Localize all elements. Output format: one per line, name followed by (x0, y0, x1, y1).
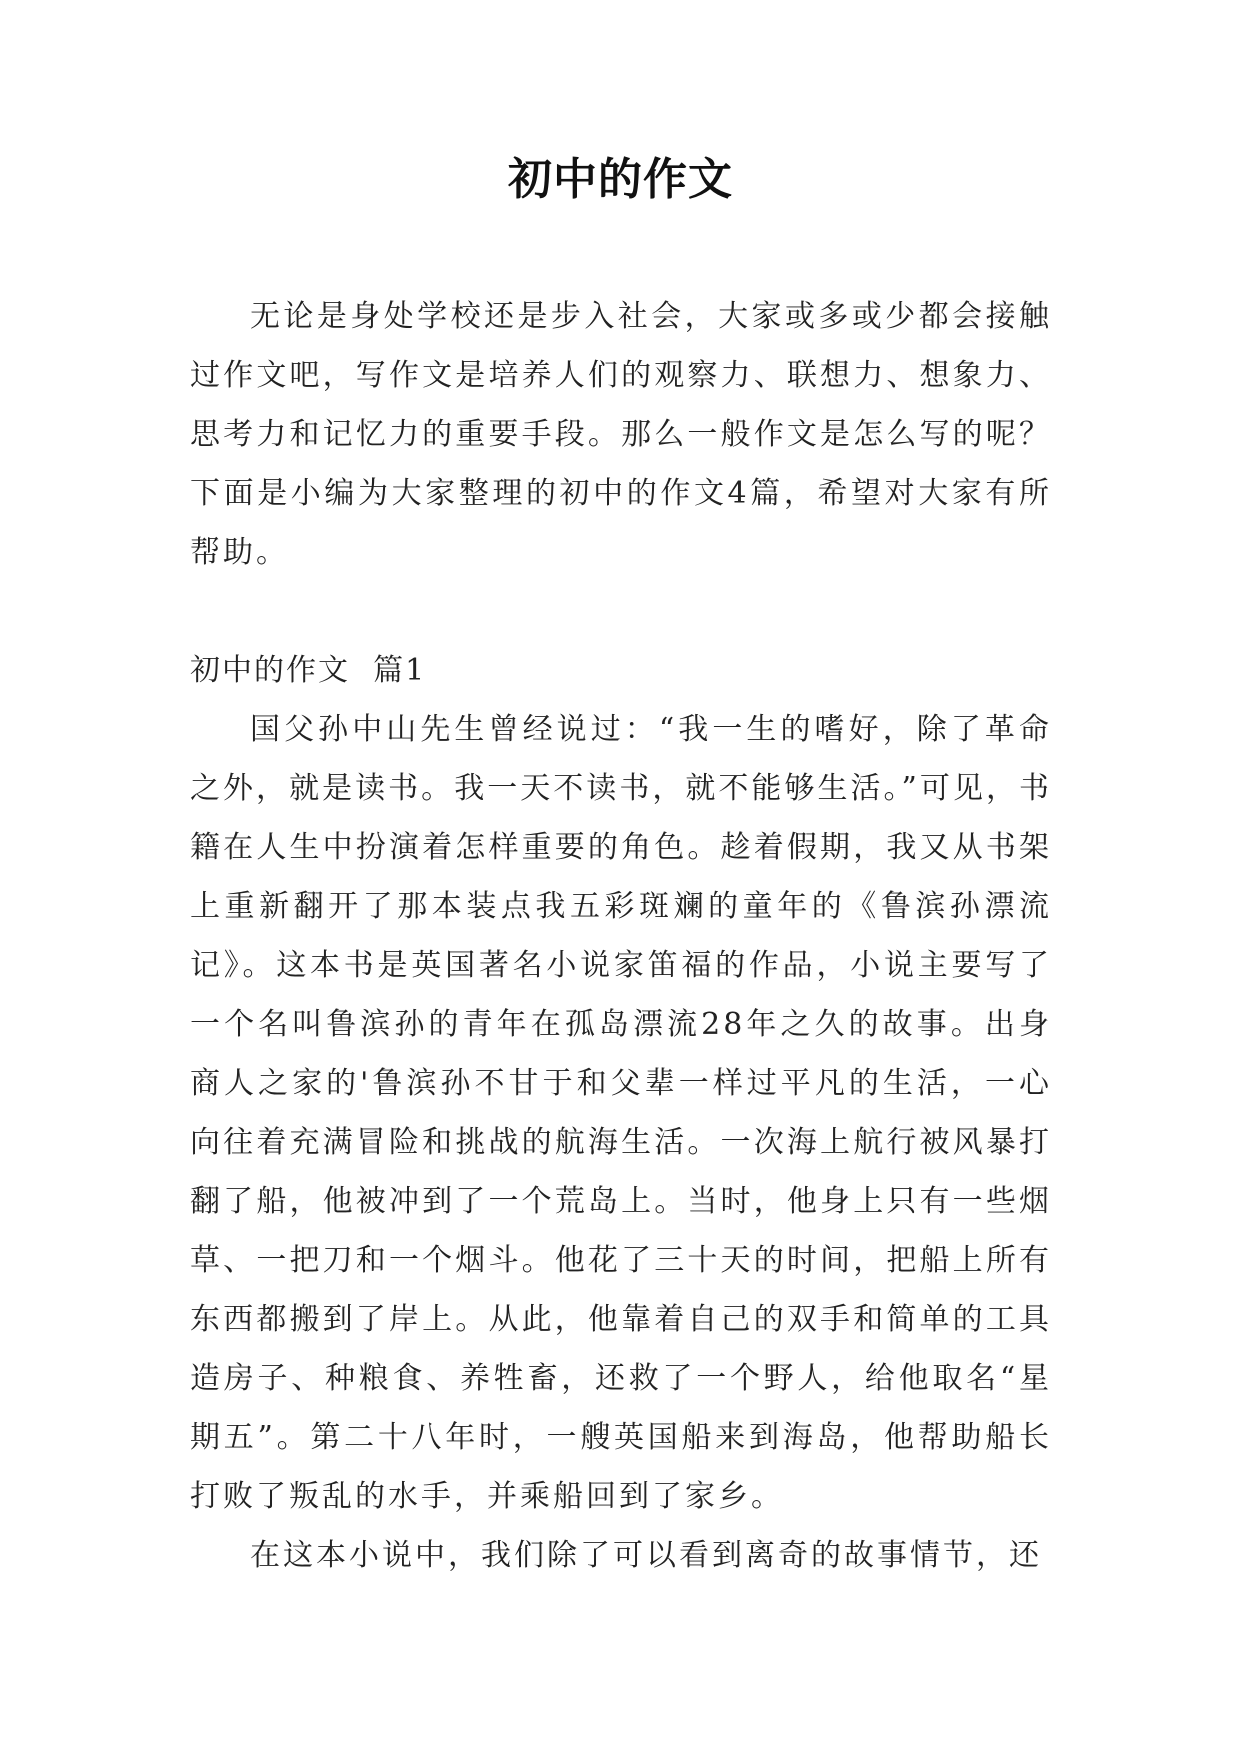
section-1 (190, 641, 1052, 1585)
section-paragraph: 国父孙中山先生曾经说过：“我一生的嗜好，除了革命之外，就是读书。我一天不读书，就不能够生活。”可见，书籍在人生中扮演着怎样重要的角色。趁着假期，我又从书架上重新翻开了那本装点我五彩斑斓的童年的《鲁滨孙漂流记》。这本书是英国著名小说家笛福的作品，小说主要写了一个名叫鲁滨孙的青年在孤岛漂流28年之久的故事。出身商人之家的'鲁滨孙不甘于和父辈一样过平凡的生活，一心向往着充满冒险和挑战的航海生活。一次海上航行被风暴打翻了船，他被冲到了一个荒岛上。当时，他身上只有一些烟草、一把刀和一个烟斗。他花了三十天的时间，把船上所有东西都搬到了岸上。从此，他靠着自己的双手和简单的工具造房子、种粮食、养牲畜，还救了一个野人，给他取名“星期五”。第二十八年时，一艘英国船来到海岛，他帮助船长打败了叛乱的水手，并乘船回到了家乡。 (190, 712, 1052, 1514)
section-paragraph: 在这本小说中，我们除了可以看到离奇的故事情节，还 (250, 1538, 1042, 1573)
document-title: 初中的作文 (508, 154, 733, 205)
intro-block (190, 287, 1052, 582)
intro-paragraph: 无论是身处学校还是步入社会，大家或多或少都会接触过作文吧，写作文是培养人们的观察力、联想力、想象力、思考力和记忆力的重要手段。那么一般作文是怎么写的呢？下面是小编为大家整理的初中的作文4篇，希望对大家有所帮助。 (190, 299, 1052, 570)
section-heading: 初中的作文 篇1 (190, 653, 427, 688)
